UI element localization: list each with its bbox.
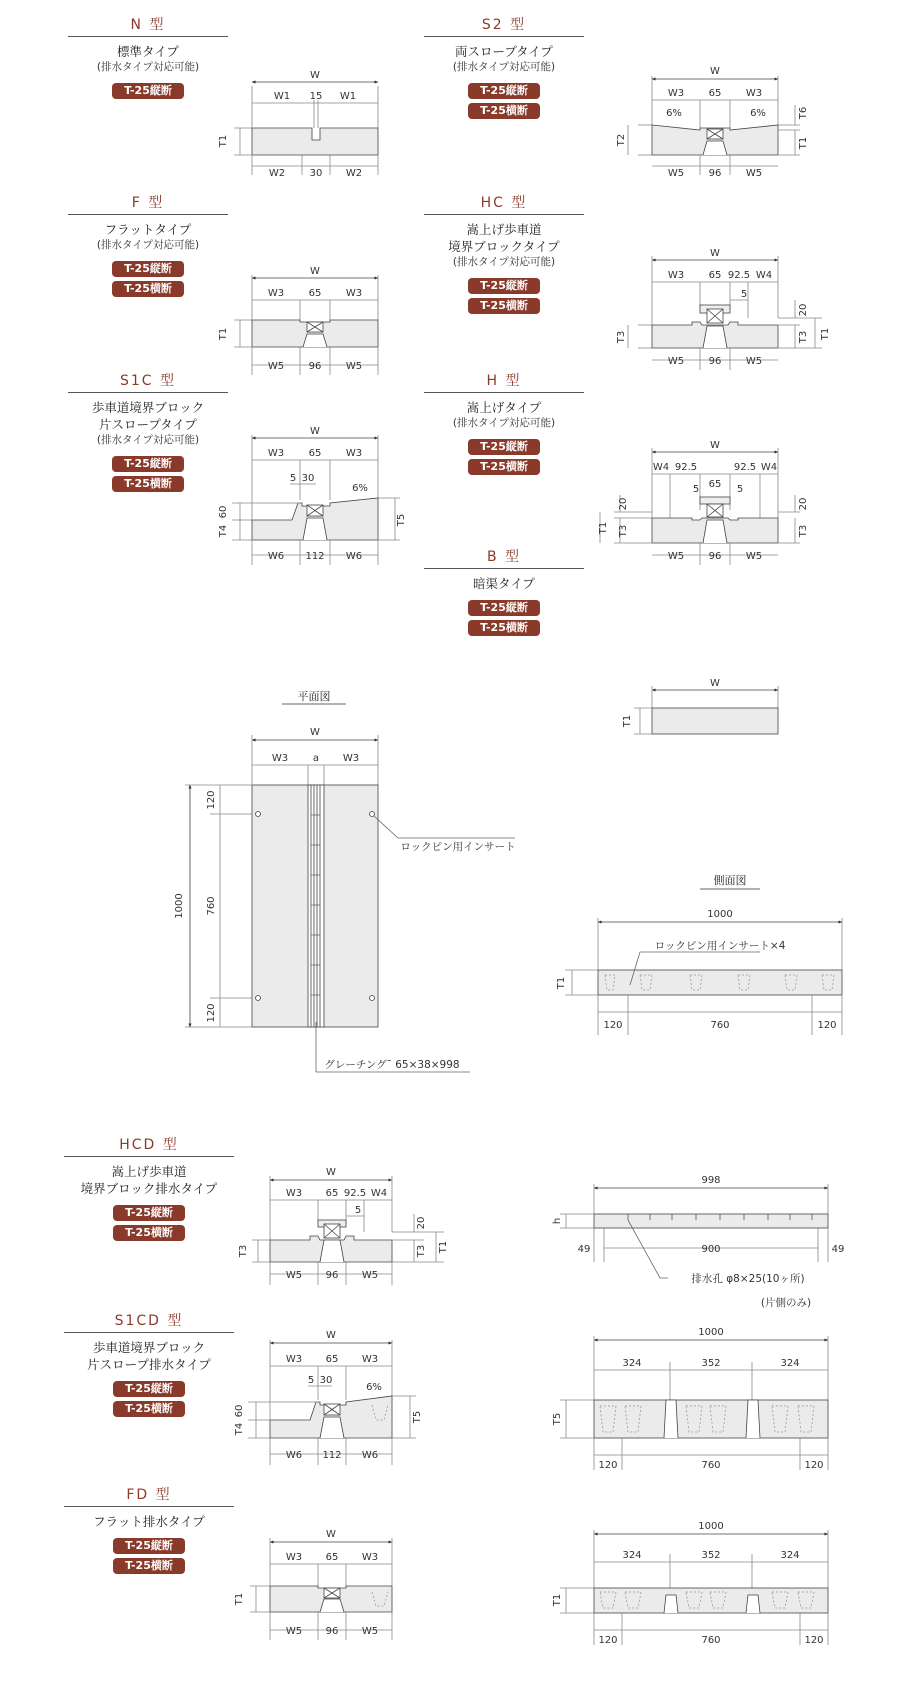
type-desc: 歩車道境界ブロック [91, 400, 205, 415]
dim-label: T3 [618, 524, 629, 538]
dim-label: 5 [307, 1375, 315, 1386]
dim-label: W3 [342, 753, 360, 764]
dim-label: T6 [798, 106, 809, 120]
dim-label: 1000 [707, 909, 733, 920]
type-title: HCD 型 [119, 1137, 179, 1153]
dim-label: W5 [267, 361, 285, 372]
dim-label: T5 [412, 1410, 423, 1424]
dim-label: T1 [622, 714, 633, 728]
dim-label: 760 [701, 1460, 721, 1471]
dim-label: W3 [361, 1354, 379, 1365]
dim-label: 760 [710, 1020, 730, 1031]
type-title: B 型 [486, 549, 522, 565]
dim-label: 30 [319, 1375, 333, 1386]
dim-label: 96 [325, 1626, 339, 1637]
dim-label: 65 [708, 88, 722, 99]
dim-label: T4 [218, 524, 229, 538]
load-badge: T-25縦断 [112, 83, 184, 99]
load-badge: T-25縦断 [112, 456, 184, 472]
dim-label: W3 [667, 270, 685, 281]
type-desc: フラットタイプ [104, 222, 192, 237]
side-view-title: 側面図 [713, 874, 747, 887]
dim-label: T4 [234, 1422, 245, 1436]
dim-label: W6 [345, 551, 363, 562]
type-title: H 型 [486, 373, 522, 389]
dim-label: W5 [667, 356, 685, 367]
dim-label: W4 [652, 462, 670, 473]
dim-label: 20 [618, 497, 629, 511]
dim-label: W3 [745, 88, 763, 99]
load-badge: T-25横断 [468, 620, 540, 636]
type-note: (排水タイプ対応可能) [452, 417, 556, 429]
dim-label: W5 [361, 1270, 379, 1281]
type-title: S1CD 型 [114, 1313, 184, 1329]
dim-label: W5 [745, 356, 763, 367]
dim-label: W5 [745, 551, 763, 562]
dim-label: 5 [289, 473, 297, 484]
type-title: F 型 [131, 195, 165, 211]
dim-label: W5 [667, 551, 685, 562]
type-title: FD 型 [126, 1487, 172, 1503]
load-badge: T-25横断 [113, 1401, 185, 1417]
type-title: S2 型 [481, 17, 527, 33]
dim-label: 6% [352, 483, 368, 494]
dim-label: W6 [361, 1450, 379, 1461]
dim-label: 65 [325, 1354, 339, 1365]
hcd-side-drawing [560, 1184, 828, 1278]
dim-label: T3 [798, 524, 809, 538]
dim-label: 120 [206, 790, 217, 810]
grating-callout: グレーチングˉ 65×38×998 [324, 1059, 460, 1071]
dim-label: T1 [218, 327, 229, 341]
dim-label: W [326, 1330, 336, 1341]
dim-label: T1 [552, 1593, 563, 1607]
dim-label: W3 [361, 1552, 379, 1563]
dim-label: W4 [760, 462, 778, 473]
dim-label: W [710, 678, 720, 689]
dim-label: 92.5 [733, 462, 757, 473]
dim-label: 998 [701, 1175, 721, 1186]
load-badge: T-25横断 [468, 298, 540, 314]
dim-label: 96 [708, 356, 722, 367]
dim-label: W3 [667, 88, 685, 99]
dim-label: 120 [817, 1020, 837, 1031]
dim-label: 5 [736, 484, 744, 495]
load-badge: T-25縦断 [113, 1381, 185, 1397]
b-section-drawing [634, 686, 778, 734]
dim-label: 120 [603, 1020, 623, 1031]
dim-label: 6% [750, 108, 766, 119]
fd-side-drawing [560, 1530, 828, 1645]
dim-label: T1 [798, 136, 809, 150]
dim-label: 352 [701, 1358, 721, 1369]
dim-label: T1 [598, 521, 609, 535]
dim-label: 20 [416, 1216, 427, 1230]
dim-label: 65 [708, 479, 722, 490]
type-note: (排水タイプ対応可能) [96, 61, 200, 73]
load-badge: T-25縦断 [113, 1538, 185, 1554]
dim-label: 120 [598, 1460, 618, 1471]
dim-label: 30 [309, 168, 323, 179]
dim-label: 15 [309, 91, 323, 102]
dim-label: 5 [354, 1205, 362, 1216]
type-title: HC 型 [480, 195, 528, 211]
type-desc-line2: 境界ブロックタイプ [448, 239, 560, 254]
type-desc: フラット排水タイプ [93, 1514, 205, 1529]
load-badge: T-25縦断 [468, 439, 540, 455]
dim-label: T3 [616, 330, 627, 344]
dim-label: W3 [267, 448, 285, 459]
dim-label: 60 [218, 505, 229, 519]
dim-label: W2 [345, 168, 363, 179]
dim-label: T3 [416, 1244, 427, 1258]
dim-label: 20 [798, 497, 809, 511]
dim-label: 112 [305, 551, 325, 562]
dim-label: W [710, 248, 720, 259]
dim-label: W3 [285, 1354, 303, 1365]
dim-label: W5 [285, 1626, 303, 1637]
dim-label: 65 [308, 288, 322, 299]
dim-label: T1 [218, 134, 229, 148]
type-desc-line2: 片スロープタイプ [99, 417, 197, 432]
dim-label: W1 [339, 91, 357, 102]
dim-label: 900 [701, 1244, 721, 1255]
dim-label: 120 [206, 1003, 217, 1023]
dim-label: T1 [438, 1240, 449, 1254]
dim-label: W [326, 1529, 336, 1540]
dim-label: W6 [267, 551, 285, 562]
load-badge: T-25縦断 [468, 83, 540, 99]
n-section-drawing [234, 82, 378, 175]
dim-label: 352 [701, 1550, 721, 1561]
dim-label: W1 [273, 91, 291, 102]
dim-label: 324 [622, 1550, 642, 1561]
type-note: (排水タイプ対応可能) [452, 256, 556, 268]
dim-label: 96 [708, 551, 722, 562]
dim-label: T1 [820, 327, 831, 341]
load-badge: T-25縦断 [468, 600, 540, 616]
type-desc: 嵩上げタイプ [466, 400, 542, 415]
dim-label: 60 [234, 1404, 245, 1418]
dim-label: 120 [804, 1635, 824, 1646]
dim-label: W4 [755, 270, 773, 281]
dim-label: 324 [780, 1550, 800, 1561]
dim-label: 30 [301, 473, 315, 484]
dim-label: 5 [740, 289, 748, 300]
dim-label: 112 [322, 1450, 342, 1461]
type-desc-line2: 境界ブロック排水タイプ [80, 1181, 218, 1196]
dim-label: W3 [285, 1188, 303, 1199]
dim-label: 324 [622, 1358, 642, 1369]
dim-label: 49 [577, 1244, 591, 1255]
load-badge: T-25横断 [112, 476, 184, 492]
drain-hole-note: (片側のみ) [760, 1297, 812, 1309]
dim-label: T1 [234, 1592, 245, 1606]
dim-label: T3 [798, 330, 809, 344]
hc-section-drawing [628, 256, 822, 370]
dim-label: 65 [308, 448, 322, 459]
dim-label: a [312, 753, 320, 764]
type-title: N 型 [130, 17, 166, 33]
dim-label: 96 [325, 1270, 339, 1281]
dim-label: W5 [285, 1270, 303, 1281]
dim-label: W3 [345, 288, 363, 299]
type-desc: 両スロープタイプ [455, 44, 553, 59]
load-badge: T-25横断 [468, 103, 540, 119]
dim-label: 760 [701, 1635, 721, 1646]
dim-label: W [310, 426, 320, 437]
dim-label: W5 [345, 361, 363, 372]
dim-label: W2 [268, 168, 286, 179]
type-desc: 歩車道境界ブロック [92, 1340, 206, 1355]
dim-label: W3 [285, 1552, 303, 1563]
dim-label: 96 [308, 361, 322, 372]
dim-label: 20 [798, 303, 809, 317]
side-view-drawing [565, 889, 842, 1035]
type-note: (排水タイプ対応可能) [96, 434, 200, 446]
dim-label: 92.5 [674, 462, 698, 473]
dim-label: T2 [616, 133, 627, 147]
dim-label: 6% [366, 1382, 382, 1393]
dim-label: W5 [745, 168, 763, 179]
dim-label: 120 [804, 1460, 824, 1471]
dim-label: W5 [361, 1626, 379, 1637]
load-badge: T-25縦断 [468, 278, 540, 294]
dim-label: 120 [598, 1635, 618, 1646]
dim-label: 1000 [698, 1327, 724, 1338]
dim-label: 6% [666, 108, 682, 119]
dim-label: T5 [552, 1412, 563, 1426]
drain-hole-callout: 排水孔 φ8×25(10ヶ所) [691, 1273, 805, 1285]
load-badge: T-25横断 [112, 281, 184, 297]
load-badge: T-25横断 [113, 1558, 185, 1574]
dim-label: W4 [370, 1188, 388, 1199]
type-title: S1C 型 [119, 373, 177, 389]
load-badge: T-25横断 [468, 459, 540, 475]
type-note: (排水タイプ対応可能) [96, 239, 200, 251]
load-badge: T-25横断 [113, 1225, 185, 1241]
dim-label: W [310, 266, 320, 277]
dim-label: T1 [556, 976, 567, 990]
type-desc: 暗渠タイプ [473, 576, 535, 591]
dim-label: W [710, 440, 720, 451]
dim-label: h [552, 1217, 563, 1225]
plan-view-title: 平面図 [297, 690, 331, 703]
type-desc: 嵩上げ歩車道 [466, 222, 542, 237]
type-note: (排水タイプ対応可能) [452, 61, 556, 73]
dim-label: W5 [667, 168, 685, 179]
dim-label: T3 [238, 1244, 249, 1258]
dim-label: T5 [396, 513, 407, 527]
type-desc: 標準タイプ [117, 44, 179, 59]
type-desc-line2: 片スロープ排水タイプ [87, 1357, 211, 1372]
type-desc: 嵩上げ歩車道 [111, 1164, 187, 1179]
dim-label: 65 [325, 1552, 339, 1563]
dim-label: W [310, 70, 320, 81]
dim-label: 65 [708, 270, 722, 281]
dim-label: 92.5 [343, 1188, 367, 1199]
insert-callout: ロックピン用インサート [400, 841, 516, 853]
dim-label: 65 [325, 1188, 339, 1199]
insert-callout: ロックピン用インサート×4 [654, 940, 786, 952]
dim-label: 1000 [698, 1521, 724, 1532]
dim-label: W [710, 66, 720, 77]
dim-label: 92.5 [727, 270, 751, 281]
dim-label: W6 [285, 1450, 303, 1461]
dim-label: 96 [708, 168, 722, 179]
dim-label: W3 [271, 753, 289, 764]
dim-label: 1000 [174, 893, 185, 919]
dim-label: W [310, 727, 320, 738]
dim-label: 49 [831, 1244, 845, 1255]
dim-label: W [326, 1167, 336, 1178]
dim-label: W3 [345, 448, 363, 459]
dim-label: 5 [692, 484, 700, 495]
dim-label: 324 [780, 1358, 800, 1369]
dim-label: W3 [267, 288, 285, 299]
load-badge: T-25縦断 [112, 261, 184, 277]
s1cd-side-drawing [560, 1336, 828, 1470]
load-badge: T-25縦断 [113, 1205, 185, 1221]
dim-label: 760 [206, 896, 217, 916]
